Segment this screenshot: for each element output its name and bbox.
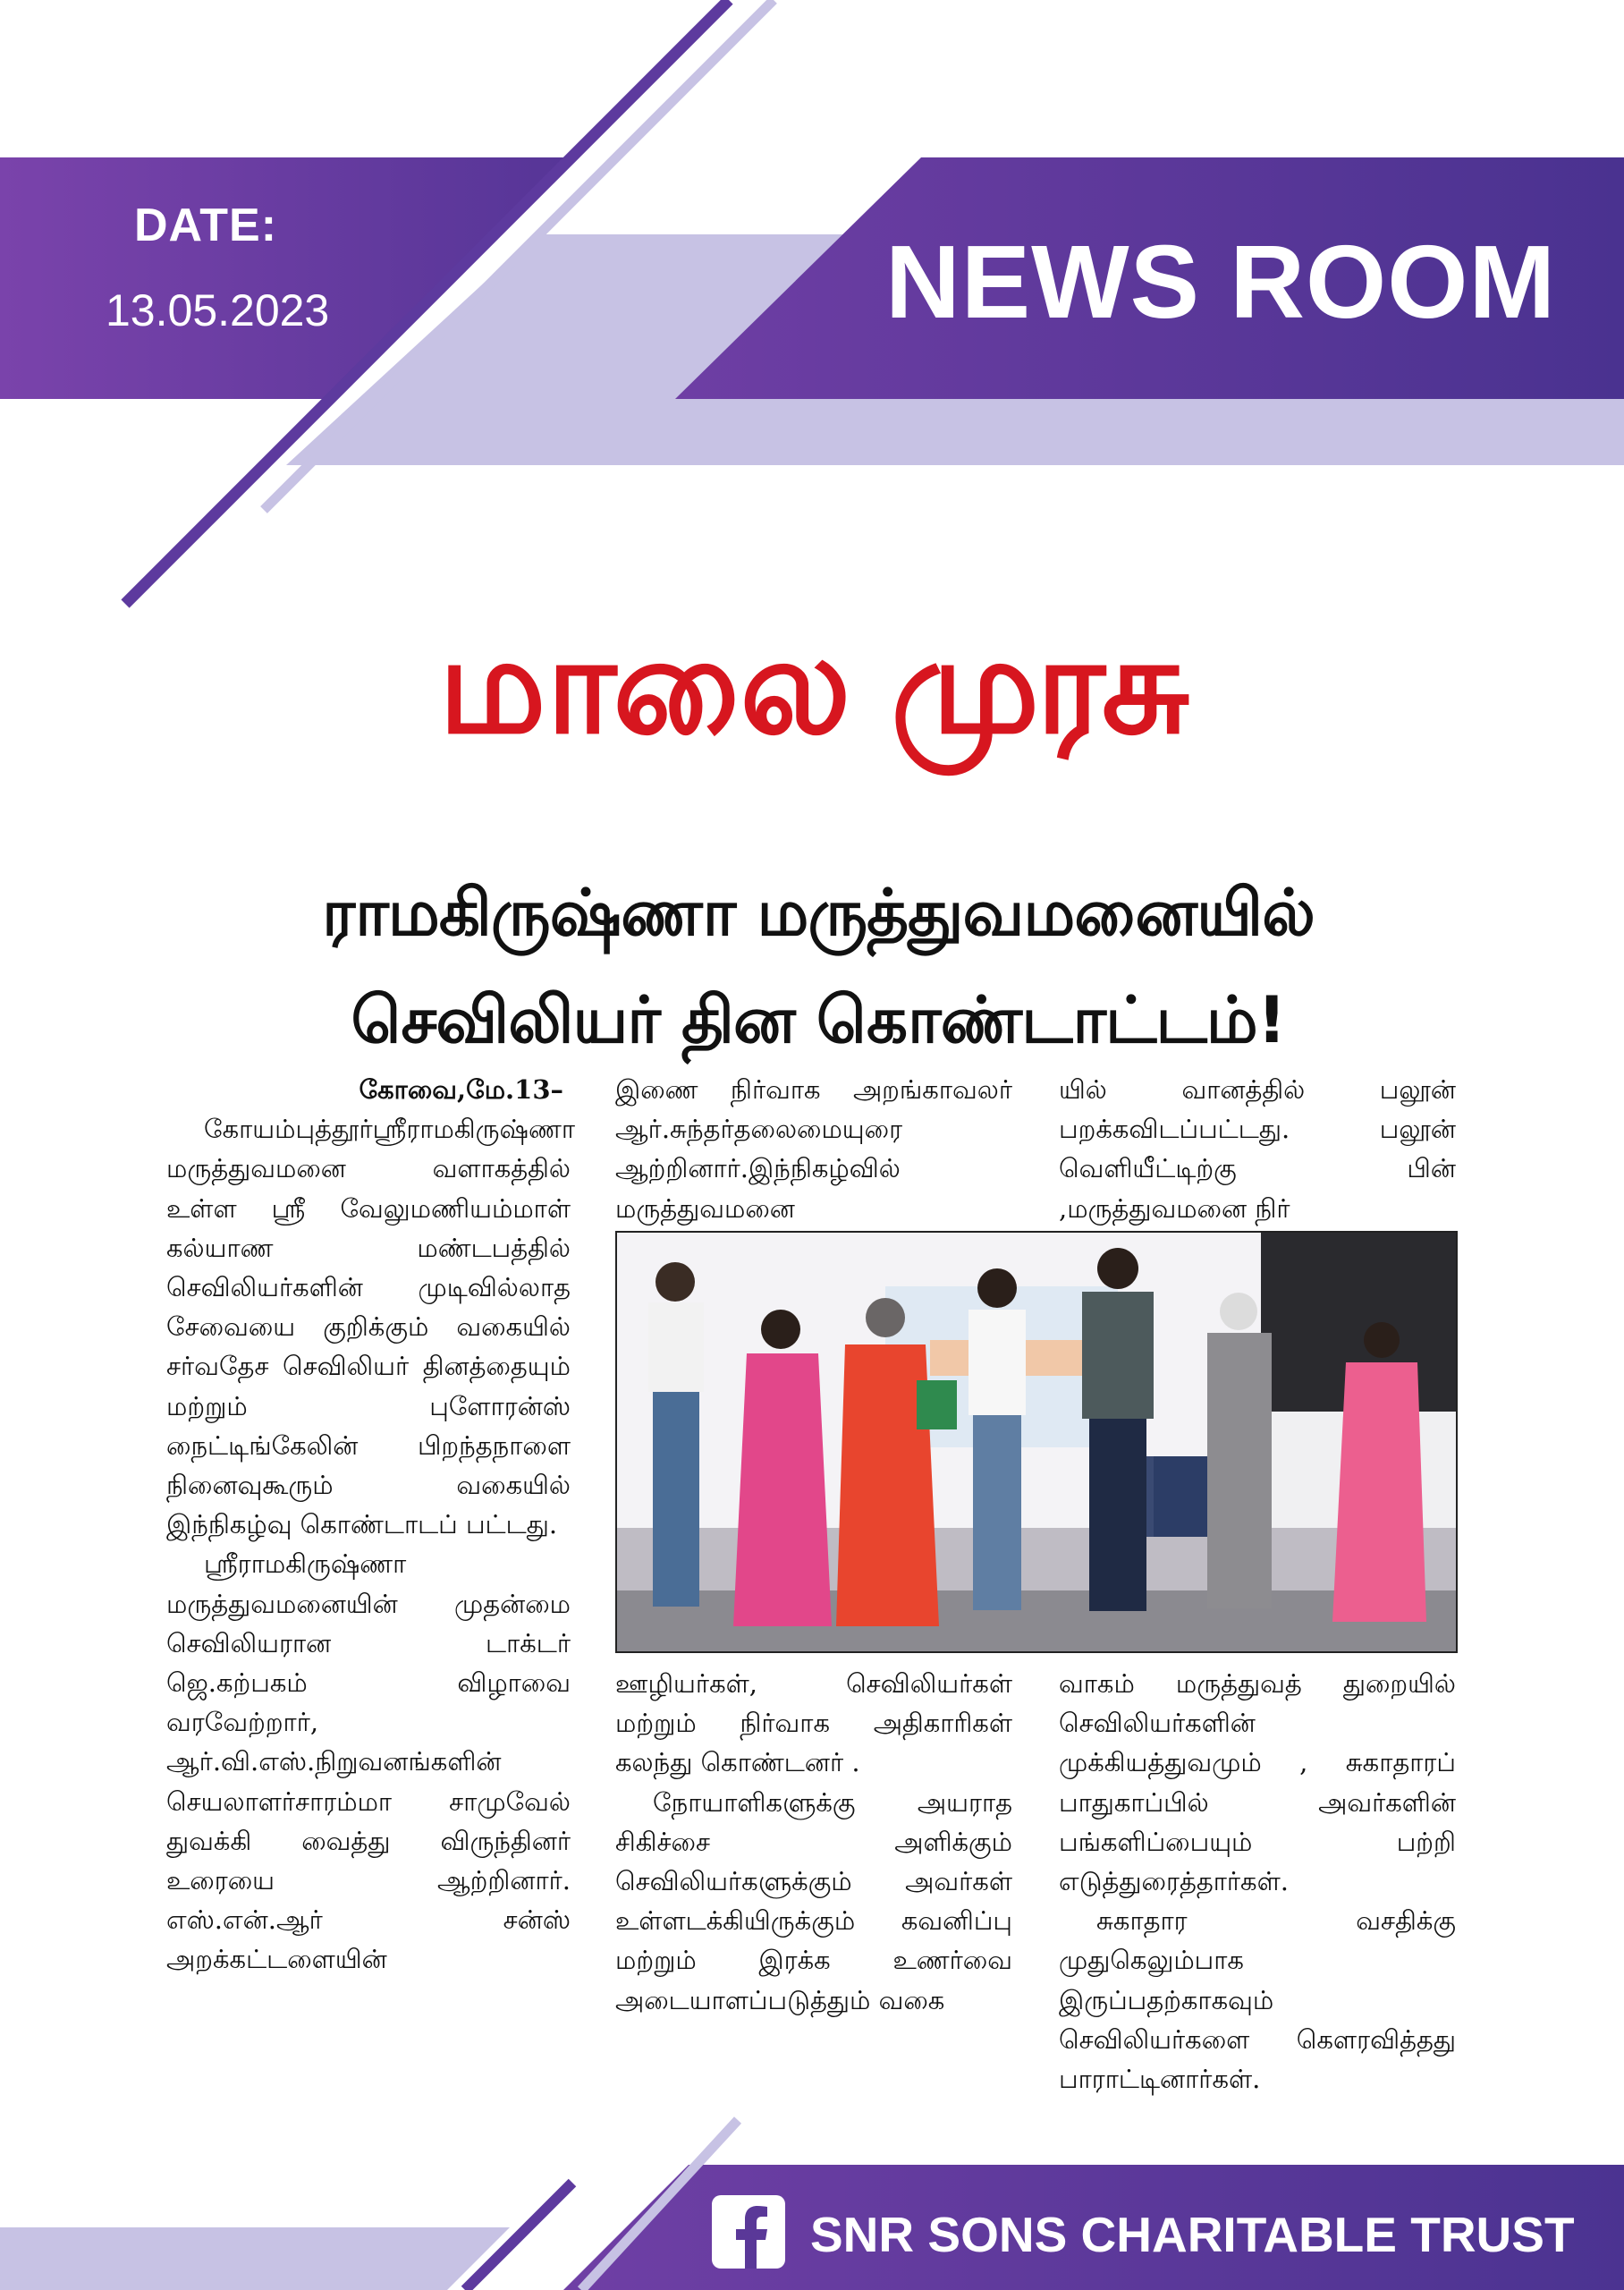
paragraph: வாகம் மருத்துவத் துறையில் செவிலியர்களின் முக்கியத்துவமும் , சுகாதாரப் பாதுகாப்பில் அவர்களின் பங்களிப்பையும் பற்றி எடுத்துரைத்தார்கள்.	[1059, 1668, 1456, 1897]
event-photo-illustration	[617, 1233, 1456, 1651]
article-column-1	[166, 1070, 576, 1980]
event-photo	[615, 1231, 1458, 1653]
dateline: கோவை,மே.13–	[359, 1074, 563, 1105]
headline-line-1: ராமகிருஷ்ணா மருத்துவமனையில்	[322, 875, 1315, 950]
article-column-3-bottom	[1059, 1664, 1456, 2099]
date-value: 13.05.2023	[106, 285, 330, 335]
article-column-2-bottom	[615, 1664, 1012, 2020]
article-column-2-top	[615, 1070, 1012, 1228]
facebook-icon[interactable]	[712, 2195, 785, 2269]
article-column-3-top	[1059, 1070, 1456, 1228]
paragraph: ஊழியர்கள், செவிலியர்கள் மற்றும் நிர்வாக அதிகாரிகள் கலந்து கொண்டனர் .	[615, 1668, 1012, 1778]
newspaper-masthead: மாலை முரசு	[438, 608, 1186, 764]
paragraph: இணை நிர்வாக அறங்காவலர் ஆர்.சுந்தர்தலைமையுரை ஆற்றினார்.இந்நிகழ்வில் மருத்துவமனை	[615, 1074, 1012, 1224]
paragraph: ஸ்ரீராமகிருஷ்ணா மருத்துவமனையின் முதன்மை செவிலியரான டாக்டர் ஜெ.கற்பகம் விழாவை வரவேற்றார், ஆர்.வி.எஸ்.நிறுவனங்களின் செயலாளர்சாரம்மா சாமுவேல் துவக்கி வைத்து விருந்தினர் உரையை ஆற்றினார். எஸ்.என்.ஆர் சன்ஸ் அறக்கட்டளையின்	[166, 1548, 571, 1975]
paragraph: சுகாதார வசதிக்கு முதுகெலும்பாக இருப்பதற்காகவும் செவிலியர்களை கௌரவித்தது பாராட்டினார்கள்.	[1059, 1905, 1456, 2095]
headline-line-2: செவிலியர் தின கொண்டாட்டம்!	[351, 982, 1286, 1057]
paragraph: யில் வானத்தில் பலூன் பறக்கவிடப்பட்டது. பலூன் வெளியீட்டிற்கு பின் ,மருத்துவமனை நிர்	[1059, 1074, 1456, 1224]
page-title: NEWS ROOM	[885, 224, 1557, 340]
paragraph: நோயாளிகளுக்கு அயராத சிகிச்சை அளிக்கும் செவிலியர்களுக்கும் அவர்கள் உள்ளடக்கியிருக்கும் கவனிப்பு மற்றும் இரக்க உணர்வை அடையாளப்படுத்தும் வகை	[615, 1786, 1012, 2015]
paragraph: கோயம்புத்தூர்ஸ்ரீராமகிருஷ்ணா மருத்துவமனை வளாகத்தில் உள்ள ஸ்ரீ வேலுமணியம்மாள் கல்யாண மண்டபத்தில் செவிலியர்களின் முடிவில்லாத சேவையை குறிக்கும் வகையில் சர்வதேச செவிலியர் தினத்தையும் மற்றும் புளோரன்ஸ் நைட்டிங்கேலின் பிறந்தநாளை நினைவுகூரும் வகையில் இந்நிகழ்வு கொண்டாடப் பட்டது.	[166, 1114, 576, 1540]
date-label: DATE:	[134, 199, 278, 251]
trust-name: SNR SONS CHARITABLE TRUST	[810, 2207, 1575, 2262]
